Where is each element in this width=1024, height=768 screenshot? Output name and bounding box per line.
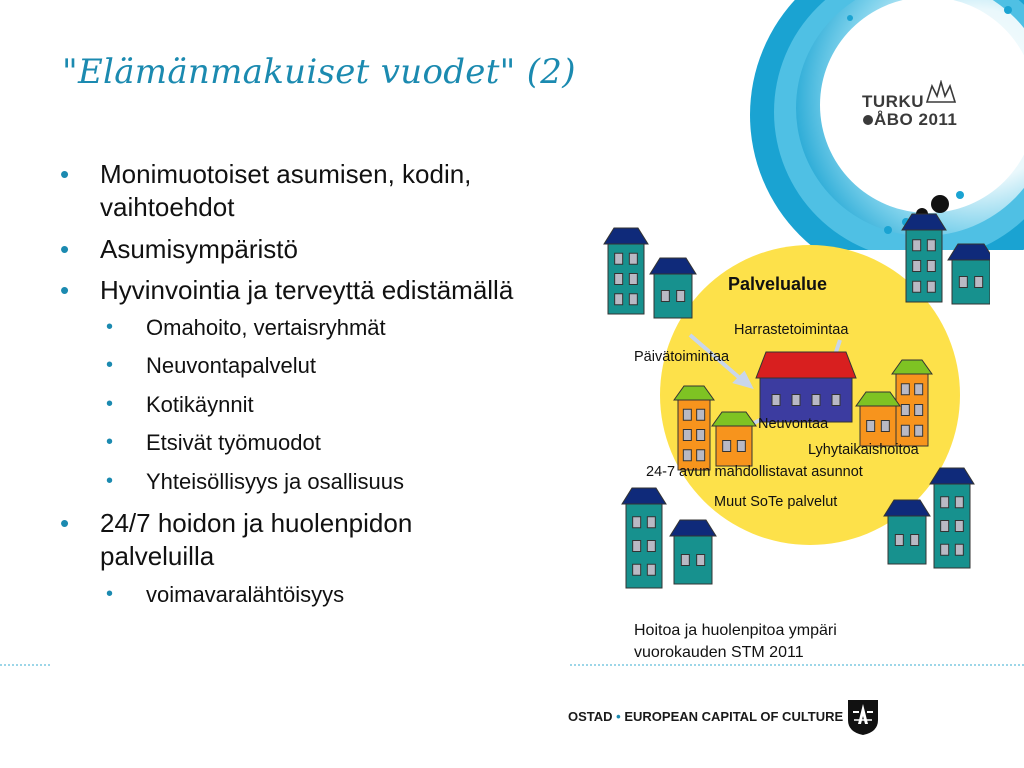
crest-icon bbox=[846, 698, 880, 736]
diagram-graphics bbox=[590, 210, 990, 590]
sub-bullet-item: • Neuvontapalvelut bbox=[106, 353, 530, 379]
bullet-item: • Monimuotoiset asumisen, kodin, vaihtoehdot bbox=[60, 158, 530, 225]
label-neuvontaa: Neuvontaa bbox=[758, 416, 829, 432]
label-harrastetoimintaa: Harrastetoimintaa bbox=[734, 322, 849, 338]
caption-line-1: Hoitoa ja huolenpitoa ympäri bbox=[634, 622, 837, 639]
building-outer-tall-1 bbox=[604, 228, 648, 314]
area-title: Palvelualue bbox=[728, 274, 828, 294]
building-outer-small-2 bbox=[948, 244, 990, 304]
building-outer-small-4 bbox=[884, 500, 930, 564]
building-inner-small-2 bbox=[856, 392, 900, 446]
sub-bullet-item: • Etsivät työmuodot bbox=[106, 430, 530, 456]
footer-dotted-line-right bbox=[570, 664, 1024, 666]
building-outer-small-3 bbox=[670, 520, 716, 584]
logo-line-1: TURKU bbox=[862, 92, 924, 111]
building-outer-tall-2 bbox=[902, 214, 946, 302]
building-outer-tall-3 bbox=[622, 488, 666, 588]
bullet-item: • Hyvinvointia ja terveyttä edistämällä bbox=[60, 274, 530, 307]
diagram-caption bbox=[634, 620, 914, 665]
building-outer-tall-4 bbox=[930, 468, 974, 568]
label-paivatoimintaa: Päivätoimintaa bbox=[634, 349, 730, 365]
logo-line-2: ÅBO 2011 bbox=[874, 110, 958, 129]
footer-text bbox=[568, 702, 848, 732]
building-center bbox=[756, 352, 856, 422]
building-inner-small-1 bbox=[712, 412, 756, 466]
label-lyhytaikaishoitoa: Lyhytaikaishoitoa bbox=[808, 442, 919, 458]
slide-title: "Elämänmakuiset vuodet" (2) bbox=[62, 52, 576, 92]
bullet-item: • 24/7 hoidon ja huolenpidon palveluilla bbox=[60, 507, 530, 574]
building-inner-tall-1 bbox=[674, 386, 714, 470]
caption-line-2: vuorokauden STM 2011 bbox=[634, 644, 804, 662]
label-asunnot: 24-7 avun mahdollistavat asunnot bbox=[646, 464, 863, 480]
building-outer-small-1 bbox=[650, 258, 696, 318]
logo-dot-icon bbox=[862, 114, 874, 126]
label-muut-sote: Muut SoTe palvelut bbox=[714, 494, 838, 510]
crown-icon bbox=[924, 80, 958, 110]
sub-bullet-item: • Omahoito, vertaisryhmät bbox=[106, 315, 530, 341]
service-area-diagram bbox=[590, 210, 990, 590]
bullet-item: • Asumisympäristö bbox=[60, 233, 530, 266]
footer-prefix: OSTAD bbox=[568, 709, 613, 724]
turku-logo bbox=[862, 80, 982, 132]
sub-bullet-item: • voimavaralähtöisyys bbox=[106, 582, 530, 608]
sub-bullet-item: • Kotikäynnit bbox=[106, 392, 530, 418]
sub-bullet-item: • Yhteisöllisyys ja osallisuus bbox=[106, 469, 530, 495]
footer-dotted-line-left bbox=[0, 664, 50, 666]
bullet-list bbox=[60, 158, 530, 620]
footer-label: EUROPEAN CAPITAL OF CULTURE bbox=[624, 709, 844, 724]
footer-separator: • bbox=[616, 709, 621, 724]
